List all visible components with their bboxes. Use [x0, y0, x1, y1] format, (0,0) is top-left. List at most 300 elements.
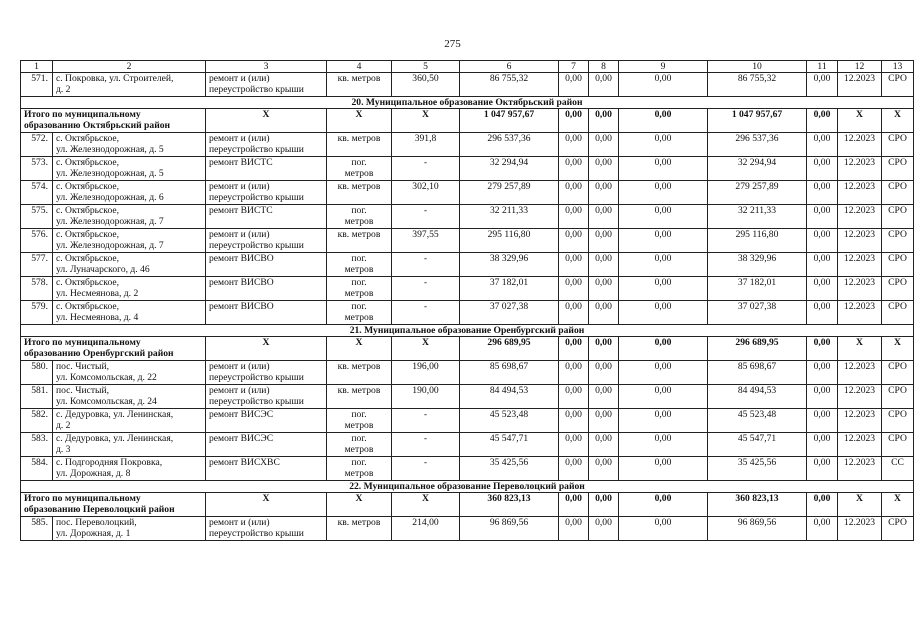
cell-total-cost: 32 294,94: [460, 157, 559, 181]
column-number: 6: [460, 61, 559, 73]
cell-line: метров: [344, 264, 374, 275]
cell-method: СРО: [882, 205, 914, 229]
cell-value: 0,00: [559, 229, 589, 253]
repair-plan-table: [20, 60, 914, 541]
cell-quantity: 391,8: [392, 133, 460, 157]
cell-value: 0,00: [559, 181, 589, 205]
cell-line: ремонт и (или): [209, 229, 270, 240]
cell-total-cost: 85 698,67: [460, 361, 559, 385]
cell-value: 32 294,94: [708, 157, 807, 181]
cell-value: 0,00: [807, 385, 838, 409]
cell-value: 0,00: [589, 73, 619, 97]
cell-value: 0,00: [589, 361, 619, 385]
cell-line: ул. Железнодорожная, д. 7: [56, 216, 164, 227]
cell-line: ул. Железнодорожная, д. 5: [56, 144, 164, 155]
cell-method: СРО: [882, 133, 914, 157]
cell-line: пог.: [351, 457, 367, 468]
cell-unit: [327, 517, 392, 541]
cell-quantity: -: [392, 301, 460, 325]
cell-row-number: 581.: [21, 385, 53, 409]
cell-value: 0,00: [619, 301, 708, 325]
cell-quantity: -: [392, 157, 460, 181]
cell-method: СРО: [882, 73, 914, 97]
cell-date: 12.2023: [838, 457, 882, 481]
cell-unit: [327, 361, 392, 385]
cell-line: ул. Несмеянова, д. 2: [56, 288, 139, 299]
cell-x: Х: [327, 109, 392, 133]
cell-work-type: [206, 229, 327, 253]
cell-x: Х: [882, 337, 914, 361]
cell-unit: [327, 301, 392, 325]
cell-unit: [327, 409, 392, 433]
section-title: 20. Муниципальное образование Октябрьский район: [21, 97, 914, 109]
cell-x: Х: [392, 493, 460, 517]
cell-method: СРО: [882, 409, 914, 433]
cell-line: пог.: [351, 157, 367, 168]
cell-total-cost: 45 523,48: [460, 409, 559, 433]
cell-total-cost: 35 425,56: [460, 457, 559, 481]
cell-line: ремонт ВИСЭС: [209, 409, 274, 420]
cell-line: ремонт и (или): [209, 385, 270, 396]
cell-quantity: -: [392, 457, 460, 481]
cell-work-type: [206, 385, 327, 409]
cell-work-type: [206, 133, 327, 157]
cell-value: 0,00: [807, 337, 838, 361]
cell-work-type: [206, 517, 327, 541]
section-title: 22. Муниципальное образование Переволоцкий район: [21, 481, 914, 493]
cell-value: 0,00: [619, 133, 708, 157]
cell-value: 0,00: [559, 133, 589, 157]
cell-value: 0,00: [619, 73, 708, 97]
cell-value: 0,00: [807, 301, 838, 325]
cell-line: пог.: [351, 205, 367, 216]
cell-work-type: [206, 457, 327, 481]
cell-unit: [327, 433, 392, 457]
table-row: [21, 181, 914, 205]
cell-line: с. Дедуровка, ул. Ленинская,: [56, 433, 174, 444]
cell-date: 12.2023: [838, 157, 882, 181]
cell-line: образованию Октябрьский район: [24, 120, 171, 131]
cell-line: ул. Железнодорожная, д. 7: [56, 240, 164, 251]
cell-value: 0,00: [559, 493, 589, 517]
cell-date: 12.2023: [838, 409, 882, 433]
total-label: [21, 337, 206, 361]
page-number: 275: [444, 38, 461, 50]
cell-value: 0,00: [807, 361, 838, 385]
cell-value: 296 537,36: [708, 133, 807, 157]
table-row: [21, 229, 914, 253]
cell-row-number: 582.: [21, 409, 53, 433]
cell-value: 0,00: [807, 157, 838, 181]
cell-line: пос. Чистый,: [56, 385, 110, 396]
cell-line: с. Октябрьское,: [56, 205, 120, 216]
table-row: [21, 253, 914, 277]
cell-line: кв. метров: [337, 385, 381, 396]
total-row: [21, 109, 914, 133]
total-label: [21, 493, 206, 517]
cell-address: [53, 301, 206, 325]
cell-unit: [327, 133, 392, 157]
cell-value: 0,00: [589, 109, 619, 133]
cell-work-type: [206, 253, 327, 277]
column-number: 12: [838, 61, 882, 73]
cell-line: с. Подгородняя Покровка,: [56, 457, 163, 468]
cell-quantity: -: [392, 253, 460, 277]
cell-method: СРО: [882, 301, 914, 325]
cell-work-type: [206, 205, 327, 229]
cell-value: 0,00: [559, 157, 589, 181]
section-title: 21. Муниципальное образование Оренбургский район: [21, 325, 914, 337]
cell-unit: [327, 385, 392, 409]
cell-value: 0,00: [589, 301, 619, 325]
cell-line: д. 2: [56, 84, 71, 95]
cell-line: метров: [344, 216, 374, 227]
cell-address: [53, 229, 206, 253]
cell-total-cost: 296 689,95: [460, 337, 559, 361]
column-number: 9: [619, 61, 708, 73]
cell-value: 85 698,67: [708, 361, 807, 385]
cell-address: [53, 433, 206, 457]
cell-work-type: [206, 181, 327, 205]
cell-quantity: 302,10: [392, 181, 460, 205]
cell-row-number: 575.: [21, 205, 53, 229]
cell-value: 0,00: [807, 493, 838, 517]
cell-value: 0,00: [589, 253, 619, 277]
cell-value: 0,00: [619, 457, 708, 481]
cell-value: 0,00: [807, 457, 838, 481]
cell-total-cost: 86 755,32: [460, 73, 559, 97]
cell-quantity: 190,00: [392, 385, 460, 409]
cell-work-type: [206, 301, 327, 325]
cell-value: 0,00: [589, 433, 619, 457]
section-header-row: [21, 325, 914, 337]
cell-value: 0,00: [589, 457, 619, 481]
cell-value: 0,00: [559, 517, 589, 541]
cell-unit: [327, 205, 392, 229]
cell-line: ремонт и (или): [209, 73, 270, 84]
cell-date: 12.2023: [838, 433, 882, 457]
cell-value: 0,00: [619, 337, 708, 361]
table-row: [21, 457, 914, 481]
column-number: 3: [206, 61, 327, 73]
cell-date: 12.2023: [838, 517, 882, 541]
table-row: [21, 517, 914, 541]
cell-date: 12.2023: [838, 301, 882, 325]
cell-line: ремонт ВИСВО: [209, 277, 274, 288]
cell-line: ремонт и (или): [209, 517, 270, 528]
cell-line: с. Октябрьское,: [56, 277, 120, 288]
cell-line: пос. Переволоцкий,: [56, 517, 137, 528]
cell-line: ремонт и (или): [209, 181, 270, 192]
cell-value: 296 689,95: [708, 337, 807, 361]
cell-date: 12.2023: [838, 361, 882, 385]
cell-row-number: 578.: [21, 277, 53, 301]
cell-value: 0,00: [589, 133, 619, 157]
cell-line: с. Дедуровка, ул. Ленинская,: [56, 409, 174, 420]
cell-value: 0,00: [559, 205, 589, 229]
cell-value: 0,00: [589, 337, 619, 361]
cell-quantity: -: [392, 409, 460, 433]
table-row: [21, 73, 914, 97]
cell-total-cost: 96 869,56: [460, 517, 559, 541]
cell-value: 86 755,32: [708, 73, 807, 97]
cell-address: [53, 181, 206, 205]
cell-value: 0,00: [559, 433, 589, 457]
cell-line: ул. Железнодорожная, д. 5: [56, 168, 164, 179]
cell-total-cost: 360 823,13: [460, 493, 559, 517]
cell-line: пог.: [351, 409, 367, 420]
cell-line: ул. Дорожная, д. 8: [56, 468, 131, 479]
cell-line: ул. Комсомольская, д. 24: [56, 396, 157, 407]
cell-line: ремонт и (или): [209, 361, 270, 372]
cell-quantity: 214,00: [392, 517, 460, 541]
cell-date: 12.2023: [838, 277, 882, 301]
column-numbers-row: [21, 61, 914, 73]
cell-line: метров: [344, 420, 374, 431]
cell-line: пог.: [351, 253, 367, 264]
cell-value: 32 211,33: [708, 205, 807, 229]
cell-x: Х: [206, 109, 327, 133]
cell-value: 0,00: [619, 409, 708, 433]
cell-value: 0,00: [807, 277, 838, 301]
cell-x: Х: [327, 493, 392, 517]
cell-date: 12.2023: [838, 181, 882, 205]
cell-value: 0,00: [807, 109, 838, 133]
cell-value: 0,00: [559, 277, 589, 301]
cell-line: образованию Оренбургский район: [24, 348, 174, 359]
cell-line: ул. Несмеянова, д. 4: [56, 312, 139, 323]
cell-total-cost: 296 537,36: [460, 133, 559, 157]
cell-quantity: 360,50: [392, 73, 460, 97]
cell-row-number: 583.: [21, 433, 53, 457]
cell-value: 0,00: [559, 457, 589, 481]
table-row: [21, 133, 914, 157]
cell-value: 0,00: [807, 253, 838, 277]
cell-unit: [327, 457, 392, 481]
cell-value: 0,00: [619, 277, 708, 301]
cell-total-cost: 37 182,01: [460, 277, 559, 301]
cell-x: Х: [882, 493, 914, 517]
cell-line: метров: [344, 468, 374, 479]
cell-total-cost: 38 329,96: [460, 253, 559, 277]
cell-value: 0,00: [619, 229, 708, 253]
table-body: [21, 61, 914, 541]
cell-address: [53, 277, 206, 301]
cell-line: с. Октябрьское,: [56, 181, 120, 192]
table-row: [21, 409, 914, 433]
cell-value: 0,00: [619, 433, 708, 457]
cell-value: 0,00: [559, 361, 589, 385]
cell-row-number: 579.: [21, 301, 53, 325]
cell-line: с. Октябрьское,: [56, 157, 120, 168]
cell-line: метров: [344, 444, 374, 455]
table-row: [21, 157, 914, 181]
cell-value: 0,00: [807, 73, 838, 97]
cell-address: [53, 133, 206, 157]
cell-unit: [327, 277, 392, 301]
cell-value: 0,00: [559, 253, 589, 277]
cell-x: Х: [838, 337, 882, 361]
cell-line: образованию Переволоцкий район: [24, 504, 175, 515]
cell-line: метров: [344, 168, 374, 179]
cell-address: [53, 205, 206, 229]
cell-method: СРО: [882, 229, 914, 253]
cell-quantity: 196,00: [392, 361, 460, 385]
cell-line: с. Покровка, ул. Строителей,: [56, 73, 174, 84]
cell-line: метров: [344, 312, 374, 323]
cell-row-number: 572.: [21, 133, 53, 157]
cell-value: 35 425,56: [708, 457, 807, 481]
total-row: [21, 337, 914, 361]
cell-line: с. Октябрьское,: [56, 253, 120, 264]
cell-method: СРО: [882, 433, 914, 457]
cell-value: 0,00: [589, 385, 619, 409]
cell-line: с. Октябрьское,: [56, 229, 120, 240]
cell-line: пог.: [351, 433, 367, 444]
cell-x: Х: [392, 337, 460, 361]
cell-row-number: 573.: [21, 157, 53, 181]
cell-value: 0,00: [807, 229, 838, 253]
cell-x: Х: [838, 493, 882, 517]
cell-value: 0,00: [589, 517, 619, 541]
cell-address: [53, 253, 206, 277]
cell-value: 0,00: [589, 229, 619, 253]
cell-value: 295 116,80: [708, 229, 807, 253]
column-number: 8: [589, 61, 619, 73]
cell-value: 37 027,38: [708, 301, 807, 325]
cell-value: 0,00: [807, 181, 838, 205]
cell-value: 0,00: [619, 493, 708, 517]
cell-x: Х: [206, 493, 327, 517]
cell-value: 0,00: [589, 277, 619, 301]
cell-line: д. 3: [56, 444, 71, 455]
cell-method: СРО: [882, 253, 914, 277]
cell-line: кв. метров: [337, 181, 381, 192]
cell-line: метров: [344, 288, 374, 299]
cell-line: кв. метров: [337, 229, 381, 240]
cell-row-number: 584.: [21, 457, 53, 481]
cell-value: 279 257,89: [708, 181, 807, 205]
cell-total-cost: 84 494,53: [460, 385, 559, 409]
cell-value: 0,00: [807, 409, 838, 433]
cell-total-cost: 295 116,80: [460, 229, 559, 253]
cell-value: 1 047 957,67: [708, 109, 807, 133]
cell-x: Х: [392, 109, 460, 133]
cell-value: 0,00: [589, 409, 619, 433]
cell-unit: [327, 253, 392, 277]
column-number: 4: [327, 61, 392, 73]
cell-line: ремонт ВИСВО: [209, 301, 274, 312]
cell-quantity: 397,55: [392, 229, 460, 253]
cell-date: 12.2023: [838, 229, 882, 253]
section-header-row: [21, 97, 914, 109]
table-row: [21, 433, 914, 457]
cell-total-cost: 32 211,33: [460, 205, 559, 229]
cell-value: 0,00: [619, 109, 708, 133]
cell-method: СРО: [882, 385, 914, 409]
cell-value: 0,00: [807, 433, 838, 457]
cell-line: ул. Луначарского, д. 46: [56, 264, 150, 275]
cell-line: ремонт ВИСВО: [209, 253, 274, 264]
cell-line: Итого по муниципальному: [24, 337, 141, 348]
cell-line: ремонт ВИСТС: [209, 157, 273, 168]
column-number: 10: [708, 61, 807, 73]
cell-address: [53, 457, 206, 481]
cell-work-type: [206, 277, 327, 301]
cell-value: 0,00: [559, 385, 589, 409]
cell-x: Х: [327, 337, 392, 361]
cell-value: 0,00: [807, 517, 838, 541]
column-number: 7: [559, 61, 589, 73]
cell-value: 0,00: [559, 301, 589, 325]
cell-value: 0,00: [589, 205, 619, 229]
cell-line: ул. Дорожная, д. 1: [56, 528, 131, 539]
cell-x: Х: [206, 337, 327, 361]
cell-line: ул. Железнодорожная, д. 6: [56, 192, 164, 203]
table-row: [21, 301, 914, 325]
table-row: [21, 205, 914, 229]
cell-value: 38 329,96: [708, 253, 807, 277]
cell-work-type: [206, 361, 327, 385]
cell-method: СРО: [882, 361, 914, 385]
cell-value: 84 494,53: [708, 385, 807, 409]
cell-value: 0,00: [559, 337, 589, 361]
cell-method: СРО: [882, 181, 914, 205]
cell-value: 45 523,48: [708, 409, 807, 433]
cell-method: СРО: [882, 157, 914, 181]
cell-date: 12.2023: [838, 253, 882, 277]
cell-value: 37 182,01: [708, 277, 807, 301]
cell-value: 0,00: [807, 205, 838, 229]
column-number: 2: [53, 61, 206, 73]
cell-row-number: 576.: [21, 229, 53, 253]
cell-line: кв. метров: [337, 73, 381, 84]
column-number: 1: [21, 61, 53, 73]
cell-address: [53, 409, 206, 433]
cell-line: переустройство крыши: [209, 192, 304, 203]
cell-work-type: [206, 409, 327, 433]
cell-unit: [327, 181, 392, 205]
cell-line: ул. Комсомольская, д. 22: [56, 372, 157, 383]
cell-date: 12.2023: [838, 385, 882, 409]
cell-row-number: 574.: [21, 181, 53, 205]
cell-value: 0,00: [619, 517, 708, 541]
total-row: [21, 493, 914, 517]
cell-line: пог.: [351, 301, 367, 312]
cell-line: переустройство крыши: [209, 528, 304, 539]
cell-date: 12.2023: [838, 133, 882, 157]
cell-date: 12.2023: [838, 205, 882, 229]
cell-address: [53, 73, 206, 97]
cell-line: с. Октябрьское,: [56, 133, 120, 144]
cell-quantity: -: [392, 433, 460, 457]
cell-line: ремонт и (или): [209, 133, 270, 144]
cell-value: 0,00: [619, 385, 708, 409]
cell-line: кв. метров: [337, 361, 381, 372]
cell-line: переустройство крыши: [209, 240, 304, 251]
cell-line: ремонт ВИСТС: [209, 205, 273, 216]
cell-unit: [327, 73, 392, 97]
cell-value: 45 547,71: [708, 433, 807, 457]
cell-unit: [327, 229, 392, 253]
cell-row-number: 585.: [21, 517, 53, 541]
cell-value: 0,00: [589, 181, 619, 205]
cell-x: Х: [882, 109, 914, 133]
cell-value: 0,00: [619, 361, 708, 385]
cell-method: СРО: [882, 277, 914, 301]
column-number: 13: [882, 61, 914, 73]
cell-work-type: [206, 433, 327, 457]
